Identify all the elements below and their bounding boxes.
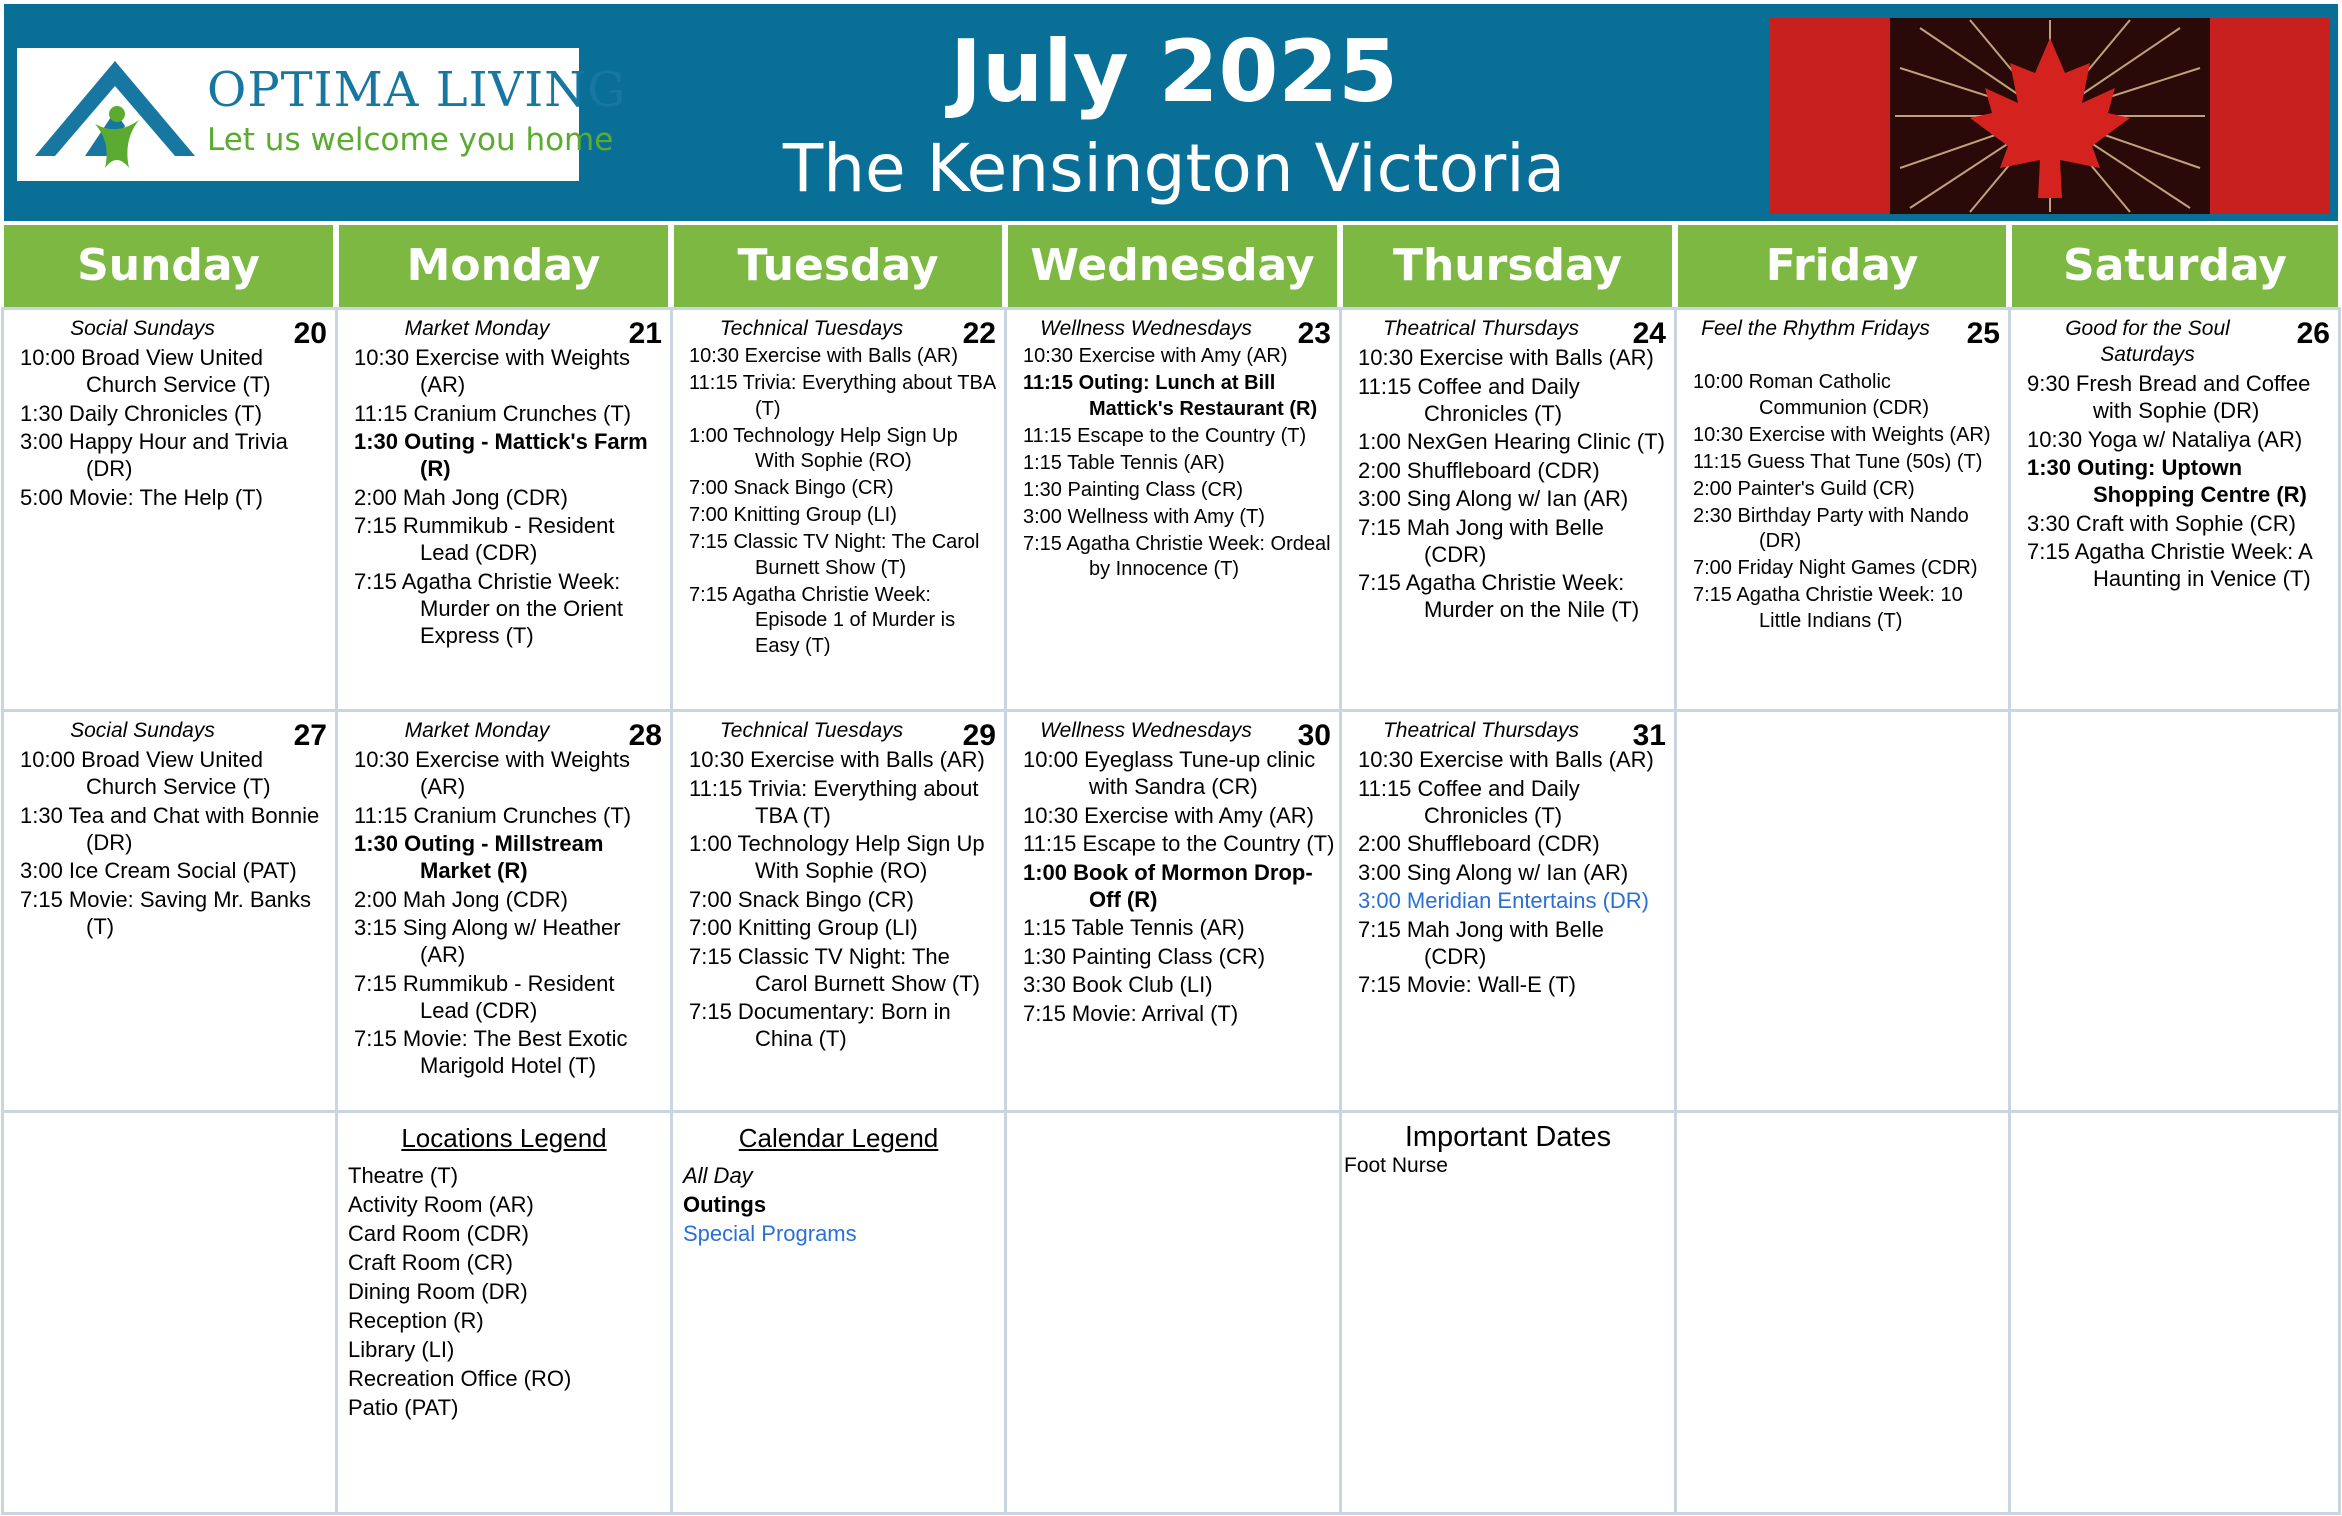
calendar-day-cell — [338, 310, 670, 708]
event-item: 1:00 NexGen Hearing Clinic (T) — [1358, 429, 1665, 454]
day-number: 26 — [2296, 317, 2330, 350]
event-item: 2:00 Shuffleboard (CDR) — [1358, 457, 1600, 483]
day-theme: Good for the Soul Saturdays — [2065, 317, 2230, 366]
day-header-sunday: Sunday — [4, 225, 333, 307]
header-banner — [4, 4, 2338, 221]
event-item: 10:00 Roman Catholic Communion (CDR) — [1693, 371, 1930, 419]
day-header-thursday: Thursday — [1343, 225, 1672, 307]
logo-tagline: Let us welcome you home — [207, 122, 614, 158]
calendar-day-cell — [4, 310, 335, 708]
day-number: 23 — [1297, 317, 1331, 350]
event-item: 11:15 Cranium Crunches (T) — [354, 400, 632, 426]
event-item: 2:00 Mah Jong (CDR) — [354, 484, 568, 510]
location-legend-item: Dining Room (DR) — [348, 1279, 528, 1304]
event-item: 7:15 Mah Jong with Belle (CDR) — [1358, 916, 1604, 969]
event-list — [346, 746, 666, 1081]
day-theme: Theatrical Thursdays — [1382, 317, 1580, 340]
event-item: 3:30 Book Club (LI) — [1023, 972, 1213, 997]
event-item: 1:30 Painting Class (CR) — [1023, 478, 1244, 501]
event-item: 3:30 Craft with Sophie (CR) — [2027, 510, 2296, 536]
event-list — [1685, 370, 2004, 636]
event-item: 10:30 Exercise with Balls (AR) — [1358, 747, 1654, 772]
day-header-saturday: Saturday — [2012, 225, 2338, 307]
locations-legend — [338, 1113, 670, 1512]
locations-legend-title: Locations Legend — [401, 1123, 607, 1153]
event-item: 7:15 Mah Jong with Belle (CDR) — [1358, 514, 1604, 567]
day-theme: Feel the Rhythm Fridays — [1701, 317, 1930, 340]
locations-legend-list — [338, 1161, 670, 1422]
legend-special-programs: Special Programs — [683, 1221, 857, 1246]
outing-event: 1:00 Book of Mormon Drop-Off (R) — [1023, 859, 1313, 912]
event-item: 3:00 Sing Along w/ Ian (AR) — [1358, 486, 1629, 511]
event-item: 3:15 Sing Along w/ Heather (AR) — [354, 915, 621, 967]
event-item: 10:00 Eyeglass Tune-up clinic with Sandra (CR) — [1023, 747, 1316, 799]
important-dates-title: Important Dates — [1404, 1121, 1612, 1153]
event-item: 2:00 Painter's Guild (CR) — [1693, 477, 1915, 500]
event-list — [1015, 344, 1335, 584]
canada-flag-image — [1770, 18, 2330, 214]
important-dates — [1342, 1113, 1674, 1512]
event-item: 10:30 Exercise with Weights (AR) — [354, 747, 630, 799]
day-header-wednesday: Wednesday — [1008, 225, 1337, 307]
event-item: 9:30 Fresh Bread and Coffee with Sophie (DR) — [2027, 371, 2311, 423]
day-number: 30 — [1297, 719, 1331, 752]
event-item: 1:00 Technology Help Sign Up With Sophie (RO) — [689, 831, 985, 883]
event-item: 7:00 Friday Night Games (CDR) — [1693, 557, 1978, 579]
event-item: 2:30 Birthday Party with Nando (DR) — [1693, 504, 1969, 552]
event-item: 10:00 Broad View United Church Service (T) — [20, 747, 271, 799]
day-theme: Market Monday — [404, 719, 550, 742]
event-item: 11:15 Coffee and Daily Chronicles (T) — [1358, 775, 1580, 828]
day-number: 28 — [628, 719, 662, 752]
outing-event: 11:15 Outing: Lunch at Bill Mattick's Restaurant (R) — [1023, 372, 1318, 420]
day-number: 29 — [962, 719, 996, 752]
event-item: 7:15 Agatha Christie Week: 10 Little Indians (T) — [1693, 584, 1963, 632]
event-item: 11:15 Coffee and Daily Chronicles (T) — [1358, 373, 1580, 426]
event-list — [1350, 344, 1670, 625]
calendar-day-cell — [1677, 310, 2008, 708]
event-item: 5:00 Movie: The Help (T) — [20, 484, 263, 510]
event-item: 7:15 Agatha Christie Week: Episode 1 of Murder is Easy (T) — [689, 583, 956, 657]
optima-living-logo — [17, 48, 627, 181]
event-item: 3:00 Ice Cream Social (PAT) — [20, 858, 297, 883]
event-item: 10:30 Yoga w/ Nataliya (AR) — [2027, 426, 2303, 452]
event-item: 1:15 Table Tennis (AR) — [1023, 451, 1225, 474]
event-list — [1015, 746, 1335, 1028]
event-item: 7:15 Agatha Christie Week: Murder on the Nile (T) — [1358, 570, 1640, 622]
day-number: 22 — [962, 317, 996, 350]
house-person-icon — [25, 56, 205, 176]
location-legend-item: Patio (PAT) — [348, 1395, 459, 1420]
event-list — [346, 344, 666, 650]
event-item: 10:30 Exercise with Amy (AR) — [1023, 802, 1314, 828]
event-item: 7:00 Snack Bingo (CR) — [689, 477, 894, 499]
calendar-legend — [673, 1113, 1004, 1512]
page-subtitle: The Kensington Victoria — [782, 130, 1566, 207]
event-item: 11:15 Trivia: Everything about TBA (T) — [689, 775, 979, 828]
calendar-day-cell — [1007, 712, 1339, 1110]
location-legend-item: Recreation Office (RO) — [348, 1366, 572, 1391]
event-item: 7:15 Movie: Arrival (T) — [1023, 1000, 1239, 1026]
day-number: 25 — [1966, 317, 2000, 350]
event-item: 7:15 Classic TV Night: The Carol Burnett Show (T) — [689, 943, 980, 996]
event-list — [2019, 370, 2334, 594]
day-theme: Technical Tuesdays — [719, 719, 904, 742]
outing-event: 1:30 Outing - Mattick's Farm (R) — [354, 429, 648, 481]
event-list — [1350, 746, 1670, 1000]
event-item: 10:30 Exercise with Balls (AR) — [689, 747, 985, 772]
calendar-day-cell — [1342, 712, 1674, 1110]
calendar-legend-title: Calendar Legend — [738, 1123, 939, 1153]
legend-outings: Outings — [683, 1192, 767, 1217]
day-number: 24 — [1632, 317, 1666, 350]
event-list — [12, 746, 331, 941]
grid-line — [2338, 307, 2341, 1515]
day-theme: Wellness Wednesdays — [1040, 719, 1252, 742]
event-item: 1:00 Technology Help Sign Up With Sophie (RO) — [689, 424, 958, 472]
event-item: 1:15 Table Tennis (AR) — [1023, 915, 1245, 940]
location-legend-item: Theatre (T) — [348, 1163, 459, 1188]
event-list — [681, 746, 1000, 1054]
calendar-day-cell — [4, 712, 335, 1110]
event-item: 11:15 Guess That Tune (50s) (T) — [1693, 450, 1983, 473]
day-theme: Technical Tuesdays — [719, 317, 904, 340]
day-header-tuesday: Tuesday — [674, 225, 1002, 307]
event-item: 1:30 Daily Chronicles (T) — [20, 400, 263, 426]
special-program-event: 3:00 Meridian Entertains (DR) — [1358, 888, 1650, 913]
day-number: 21 — [628, 317, 662, 350]
event-item: 2:00 Mah Jong (CDR) — [354, 886, 568, 912]
grid-line — [4, 1512, 2338, 1515]
event-item: 7:15 Documentary: Born in China (T) — [689, 999, 951, 1051]
calendar-day-cell — [673, 310, 1004, 708]
event-list — [681, 344, 1000, 661]
legend-all-day: All Day — [683, 1163, 753, 1188]
day-number: 20 — [293, 317, 327, 350]
event-item: 3:00 Wellness with Amy (T) — [1023, 505, 1265, 528]
day-header-friday: Friday — [1678, 225, 2006, 307]
location-legend-item: Library (LI) — [348, 1337, 455, 1362]
event-item: 10:30 Exercise with Balls (AR) — [1358, 345, 1654, 370]
calendar-day-cell — [1007, 310, 1339, 708]
calendar-day-cell — [1342, 310, 1674, 708]
event-item: 1:30 Tea and Chat with Bonnie (DR) — [20, 802, 320, 855]
day-theme: Market Monday — [404, 317, 550, 340]
event-item: 10:00 Broad View United Church Service (T) — [20, 345, 271, 397]
day-theme: Theatrical Thursdays — [1382, 719, 1580, 742]
event-item: 7:15 Rummikub - Resident Lead (CDR) — [354, 970, 615, 1023]
event-item: 10:30 Exercise with Amy (AR) — [1023, 345, 1288, 367]
event-list — [12, 344, 331, 512]
calendar-day-cell — [673, 712, 1004, 1110]
location-legend-item: Reception (R) — [348, 1308, 484, 1333]
event-item: 10:30 Exercise with Weights (AR) — [1693, 423, 1991, 446]
event-item: 7:00 Knitting Group (LI) — [689, 504, 897, 526]
calendar-day-cell — [2011, 310, 2338, 708]
location-legend-item: Craft Room (CR) — [348, 1250, 514, 1275]
page-title: July 2025 — [949, 22, 1399, 122]
event-item: 7:15 Agatha Christie Week: Ordeal by Innocence (T) — [1023, 532, 1331, 580]
day-header-monday: Monday — [339, 225, 668, 307]
event-item: 7:15 Movie: Wall-E (T) — [1358, 972, 1577, 997]
event-item: 10:30 Exercise with Weights (AR) — [354, 345, 630, 397]
event-item: 11:15 Trivia: Everything about TBA (T) — [689, 372, 996, 420]
day-theme: Social Sundays — [70, 719, 215, 742]
location-legend-item: Card Room (CDR) — [348, 1221, 529, 1246]
event-item: 7:00 Knitting Group (LI) — [689, 915, 918, 940]
event-item: 11:15 Escape to the Country (T) — [1023, 831, 1335, 856]
day-number: 31 — [1632, 719, 1666, 752]
important-dates-text: Foot Nurse — [1344, 1154, 1448, 1177]
event-item: 7:00 Snack Bingo (CR) — [689, 886, 914, 912]
event-item: 3:00 Happy Hour and Trivia (DR) — [20, 429, 288, 481]
event-item: 1:30 Painting Class (CR) — [1023, 943, 1266, 969]
day-number: 27 — [293, 719, 327, 752]
calendar-day-cell — [338, 712, 670, 1110]
day-theme: Wellness Wednesdays — [1040, 317, 1252, 340]
logo-name: OPTIMA LIVING — [207, 62, 627, 118]
event-item: 7:15 Rummikub - Resident Lead (CDR) — [354, 513, 615, 565]
event-item: 7:15 Agatha Christie Week: Murder on the Orient Express (T) — [354, 568, 623, 648]
event-item: 7:15 Movie: Saving Mr. Banks (T) — [20, 886, 312, 939]
event-item: 11:15 Escape to the Country (T) — [1023, 424, 1307, 447]
day-theme: Social Sundays — [70, 317, 215, 340]
outing-event: 1:30 Outing: Uptown Shopping Centre (R) — [2027, 455, 2307, 507]
location-legend-item: Activity Room (AR) — [348, 1192, 534, 1217]
event-item: 10:30 Exercise with Balls (AR) — [689, 345, 958, 367]
event-item: 7:15 Agatha Christie Week: A Haunting in Venice (T) — [2027, 539, 2312, 591]
event-item: 3:00 Sing Along w/ Ian (AR) — [1358, 859, 1629, 885]
event-item: 11:15 Cranium Crunches (T) — [354, 802, 632, 828]
event-item: 7:15 Classic TV Night: The Carol Burnett Show (T) — [689, 531, 980, 579]
event-item: 7:15 Movie: The Best Exotic Marigold Hotel (T) — [354, 1026, 628, 1078]
event-item: 2:00 Shuffleboard (CDR) — [1358, 831, 1600, 856]
outing-event: 1:30 Outing - Millstream Market (R) — [354, 831, 604, 883]
